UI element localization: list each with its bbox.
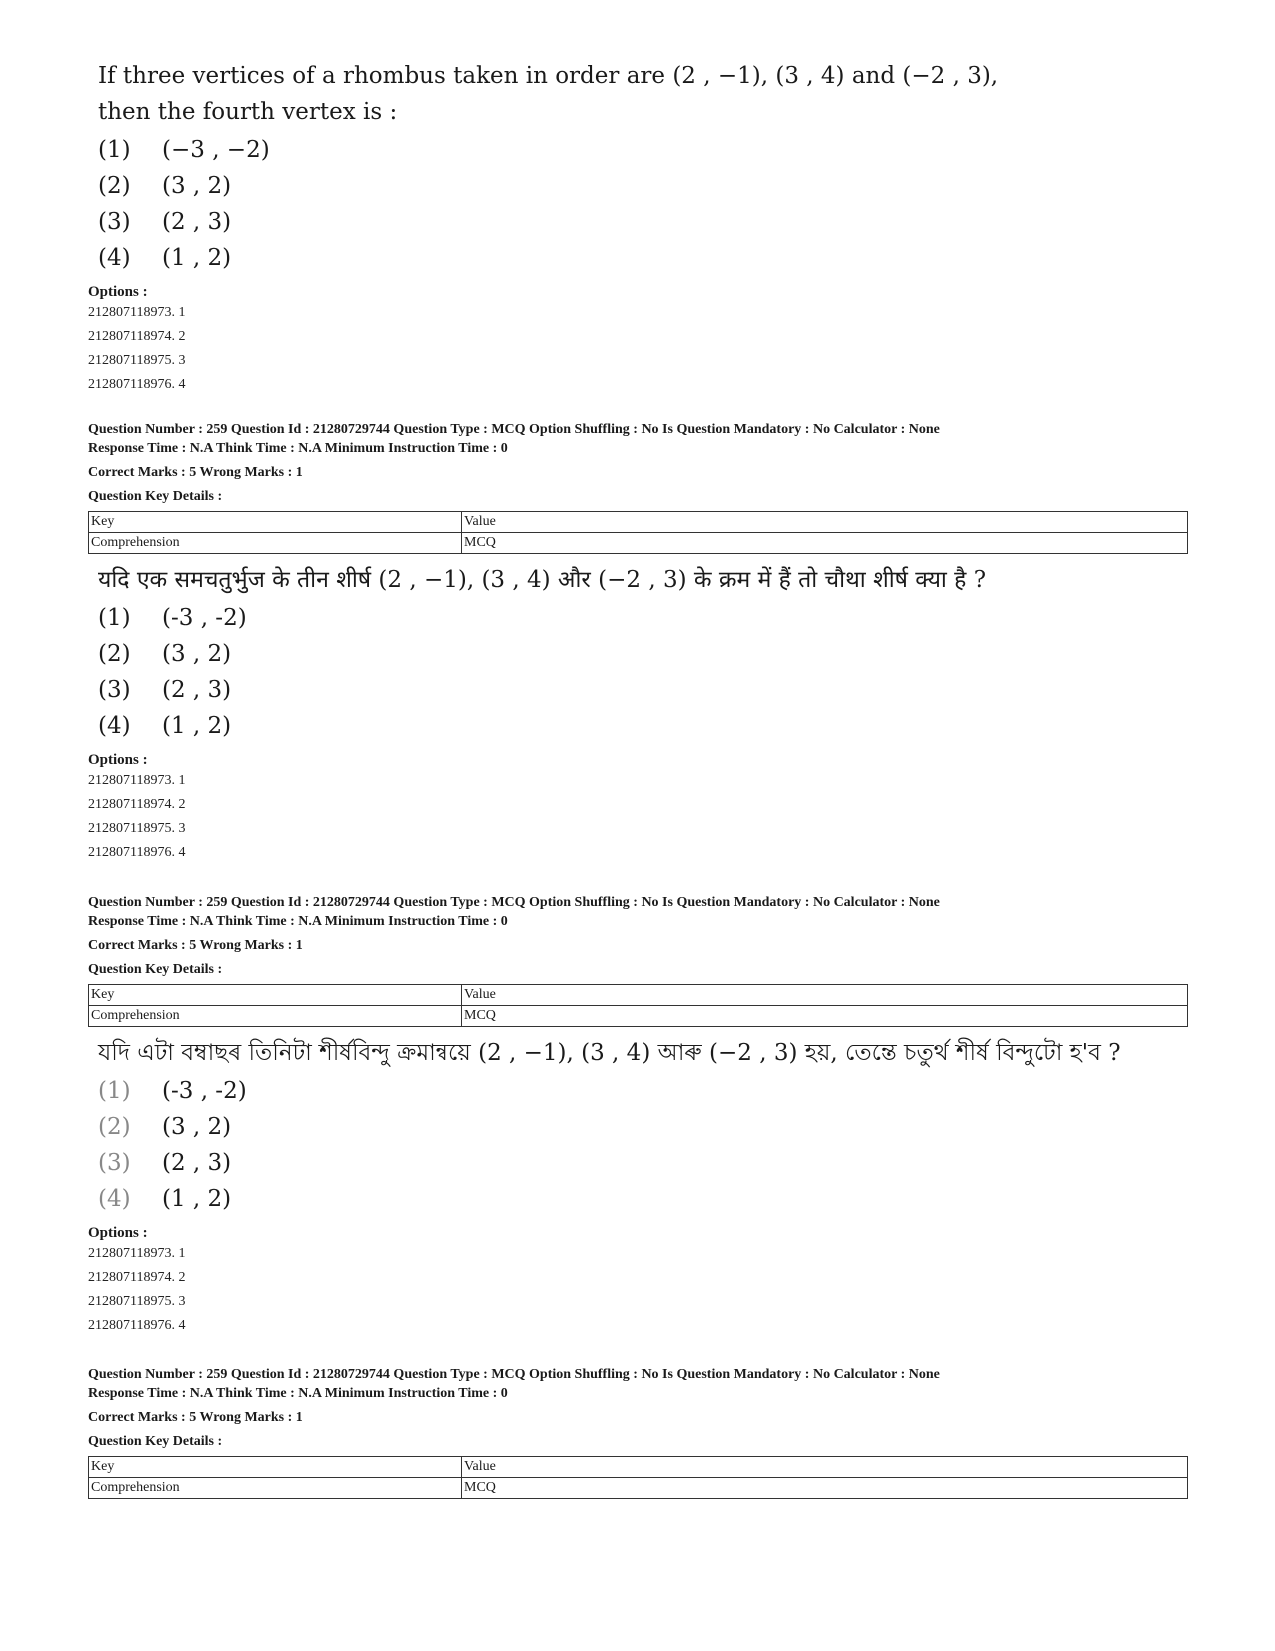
question-hindi [88,562,1188,865]
option-number: (4) [98,713,131,739]
table-cell: Key [89,985,462,1006]
answer-option [98,1181,1188,1217]
table-cell: Comprehension [89,1006,462,1027]
option-number: (3) [98,677,131,703]
question-info-line: Question Number : 259 Question Id : 21280729744 Question Type : MCQ Option Shuffling : No Is Question Mandatory : No Calculator : None [88,895,940,910]
answer-option [98,1073,1188,1109]
answer-option [98,132,1188,168]
question-text: যদি এটা বম্বাছৰ তিনিটা শীৰ্ষবিন্দু ক্ৰমান্বয়ে (2 , −1), (3 , 4) আৰু (−2 , 3) হয়, তেন্তে চতুৰ্থ শীৰ্ষ বিন্দুটো হ'ব ? [98,1040,1121,1066]
option-id: 212807118974. 2 [88,1270,186,1285]
question-text [98,58,1188,130]
question-info-line: Question Number : 259 Question Id : 21280729744 Question Type : MCQ Option Shuffling : No Is Question Mandatory : No Calculator : None [88,1367,940,1382]
table-cell: MCQ [462,1478,1188,1499]
key-details-heading: Question Key Details : [88,962,223,977]
question-text-line-2: then the fourth vertex is : [98,99,398,125]
option-number: (2) [98,1114,131,1140]
question-assamese [88,1035,1188,1338]
option-value: (-3 , -2) [162,605,247,631]
answer-option [98,636,1188,672]
table-row [89,1478,1188,1499]
table-cell: Comprehension [89,1478,462,1499]
answer-options [98,132,1188,276]
option-id: 212807118974. 2 [88,329,186,344]
option-value: (−3 , −2) [162,137,270,163]
table-row [89,985,1188,1006]
option-id-list [88,769,1188,865]
table-row [89,1006,1188,1027]
option-number: (4) [98,1186,131,1212]
table-cell: Comprehension [89,533,462,554]
option-id: 212807118975. 3 [88,821,186,836]
option-id: 212807118975. 3 [88,353,186,368]
option-value: (2 , 3) [162,209,232,235]
table-cell: Key [89,1457,462,1478]
option-id: 212807118976. 4 [88,1318,186,1333]
marks-line: Correct Marks : 5 Wrong Marks : 1 [88,465,303,480]
option-value: (1 , 2) [162,1186,232,1212]
answer-option [98,708,1188,744]
options-heading: Options : [88,284,148,300]
option-value: (-3 , -2) [162,1078,247,1104]
option-value: (3 , 2) [162,1114,232,1140]
option-id: 212807118974. 2 [88,797,186,812]
question-text-line-1: If three vertices of a rhombus taken in order are (2 , −1), (3 , 4) and (−2 , 3), [98,63,999,89]
marks-line: Correct Marks : 5 Wrong Marks : 1 [88,1410,303,1425]
question-meta-3 [88,1365,1188,1499]
answer-options [98,1073,1188,1217]
marks-line: Correct Marks : 5 Wrong Marks : 1 [88,938,303,953]
answer-option [98,600,1188,636]
answer-option [98,204,1188,240]
option-id-list [88,1242,1188,1338]
table-cell: Value [462,1457,1188,1478]
options-heading: Options : [88,1225,148,1241]
key-value-table [88,984,1188,1027]
table-cell: MCQ [462,533,1188,554]
question-english [88,58,1188,397]
table-cell: Value [462,512,1188,533]
option-number: (3) [98,209,131,235]
table-row [89,1457,1188,1478]
answer-option [98,240,1188,276]
key-details-heading: Question Key Details : [88,1434,223,1449]
option-id: 212807118976. 4 [88,845,186,860]
option-value: (2 , 3) [162,1150,232,1176]
table-cell: MCQ [462,1006,1188,1027]
option-id: 212807118973. 1 [88,305,186,320]
response-time-line: Response Time : N.A Think Time : N.A Minimum Instruction Time : 0 [88,1386,508,1401]
option-value: (2 , 3) [162,677,232,703]
option-number: (1) [98,137,131,163]
response-time-line: Response Time : N.A Think Time : N.A Minimum Instruction Time : 0 [88,441,508,456]
table-row [89,512,1188,533]
option-number: (3) [98,1150,131,1176]
question-info-line: Question Number : 259 Question Id : 21280729744 Question Type : MCQ Option Shuffling : No Is Question Mandatory : No Calculator : None [88,422,940,437]
option-number: (4) [98,245,131,271]
option-value: (3 , 2) [162,173,232,199]
key-details-heading: Question Key Details : [88,489,223,504]
answer-option [98,1109,1188,1145]
option-value: (1 , 2) [162,245,232,271]
option-id: 212807118975. 3 [88,1294,186,1309]
option-number: (1) [98,1078,131,1104]
key-value-table [88,1456,1188,1499]
option-id-list [88,301,1188,397]
option-number: (1) [98,605,131,631]
question-meta-2 [88,893,1188,1027]
answer-option [98,672,1188,708]
option-number: (2) [98,173,131,199]
answer-option [98,168,1188,204]
option-id: 212807118976. 4 [88,377,186,392]
answer-options [98,600,1188,744]
table-cell: Value [462,985,1188,1006]
options-heading: Options : [88,752,148,768]
response-time-line: Response Time : N.A Think Time : N.A Minimum Instruction Time : 0 [88,914,508,929]
question-text: यदि एक समचतुर्भुज के तीन शीर्ष (2 , −1), (3 , 4) और (−2 , 3) के क्रम में हैं तो चौथा शीर्ष क्या है ? [98,567,987,593]
option-value: (1 , 2) [162,713,232,739]
answer-option [98,1145,1188,1181]
question-meta-1 [88,420,1188,554]
table-row [89,533,1188,554]
key-value-table [88,511,1188,554]
option-id: 212807118973. 1 [88,1246,186,1261]
table-cell: Key [89,512,462,533]
option-value: (3 , 2) [162,641,232,667]
option-number: (2) [98,641,131,667]
option-id: 212807118973. 1 [88,773,186,788]
